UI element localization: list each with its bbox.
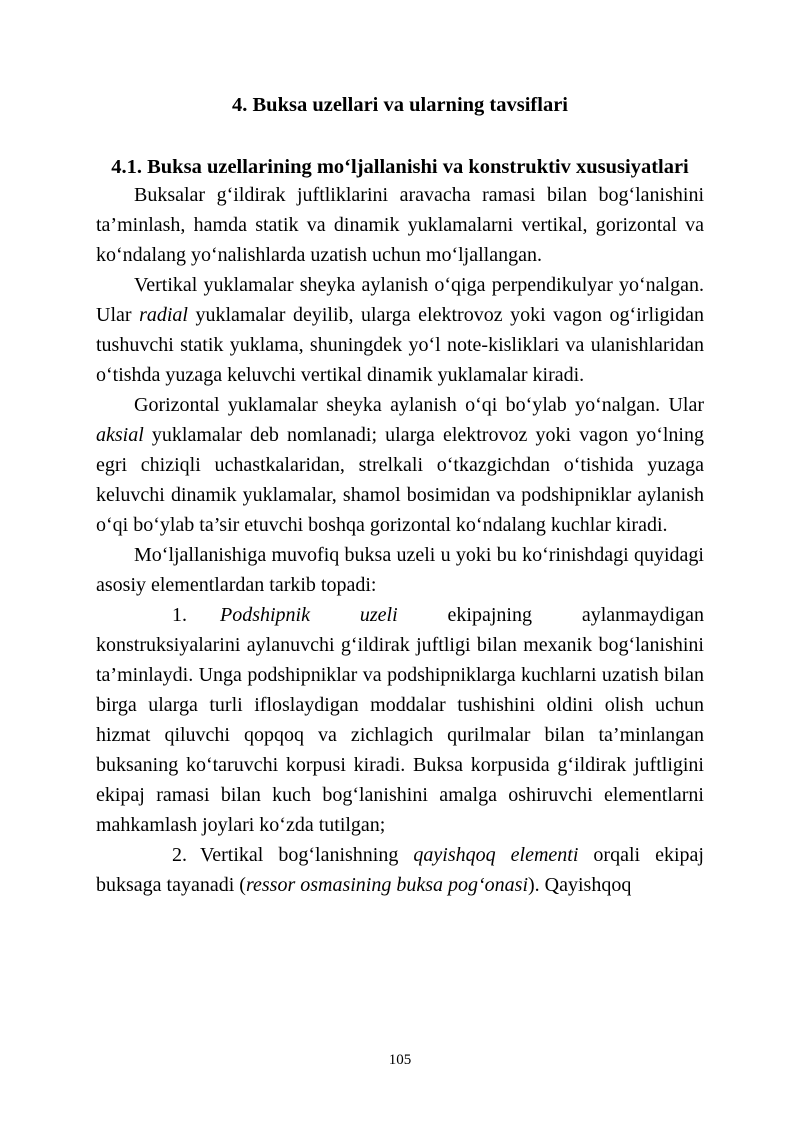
paragraph-2 (96, 270, 704, 390)
list-item-2-text-c: ). Qayishqoq (528, 874, 632, 896)
paragraph-2-term-radial: radial (139, 304, 188, 326)
paragraph-2-text-b: yuklamalar deyilib, ularga elektrovoz yoki vagon og‘irligidan tushuvchi statik yuklama, shuningdek yo‘l note-kisliklari va ulanishlaridan o‘tishda yuzaga keluvchi vertikal dinamik yuklamalar kiradi. (96, 304, 704, 386)
paragraph-2-text-a: Vertikal yuklamalar sheyka aylanish o‘qiga perpendikulyar yo‘nalgan. Ular (96, 274, 704, 326)
list-item-1 (96, 600, 704, 840)
list-item-2-term-2: ressor osmasining buksa pog‘onasi (245, 874, 529, 896)
paragraph-4: Mo‘ljallanishiga muvofiq buksa uzeli u yoki bu ko‘rinishdagi quyidagi asosiy elementlardan tarkib topadi: (96, 544, 704, 596)
list-item-2-term-1: qayishqoq elementi (413, 844, 579, 866)
paragraph-3-text-b: yuklamalar deb nomlanadi; ularga elektrovoz yoki vagon yo‘lning egri chiziqli uchastkalaridan, strelkali o‘tkazgichdan o‘tishida yuzaga keluvchi dinamik yuklamalar, shamol bosimidan va podshipniklar aylanish o‘qi bo‘ylab ta’sir etuvchi boshqa gorizontal ko‘ndalang kuchlar kiradi. (96, 424, 704, 536)
chapter-title: 4. Buksa uzellari va ularning tavsiflari (232, 94, 568, 116)
body-text (96, 180, 704, 900)
paragraph-1: Buksalar g‘ildirak juftliklarini aravacha ramasi bilan bog‘lanishini ta’minlash, hamda statik va dinamik yuklamalarni vertikal, gorizontal va ko‘ndalang yo‘nalishlarda uzatish uchun mo‘ljallangan. (96, 184, 704, 266)
page-number: 105 (388, 1052, 412, 1068)
list-item-2 (96, 840, 704, 900)
list-item-1-number: 1. (172, 604, 187, 626)
paragraph-3 (96, 390, 704, 540)
section-title: 4.1. Buksa uzellarining mo‘ljallanishi va konstruktiv xususiyatlari (111, 156, 689, 178)
paragraph-3-term-aksial: aksial (96, 424, 144, 446)
list-item-2-text-b: orqali ekipaj buksaga tayanadi ( (96, 844, 704, 896)
list-item-1-term: Podshipnik uzeli (220, 604, 398, 626)
list-item-1-text: ekipajning aylanmaydigan konstruksiyalarini aylanuvchi g‘ildirak juftligi bilan mexanik bog‘lanishini ta’minlaydi. Unga podshipniklar va podshipniklarga kuchlarni uzatish bilan birga ularga turli ifloslaydigan moddalar tushishini oldini olish uchun hizmat qiluvchi qopqoq va zichlagich qurilmalar bilan ta’minlangan buksaning ko‘taruvchi korpusi kiradi. Buksa korpusida g‘ildirak juftligini ekipaj ramasi bilan kuch bog‘lanishini amalga oshiruvchi elementlarni mahkamlash joylari ko‘zda tutilgan; (96, 604, 704, 836)
list-item-2-number: 2. (172, 844, 187, 866)
paragraph-3-text-a: Gorizontal yuklamalar sheyka aylanish o‘qi bo‘ylab yo‘nalgan. Ular (134, 394, 704, 416)
list-item-2-text-a: Vertikal bog‘lanishning (200, 844, 414, 866)
